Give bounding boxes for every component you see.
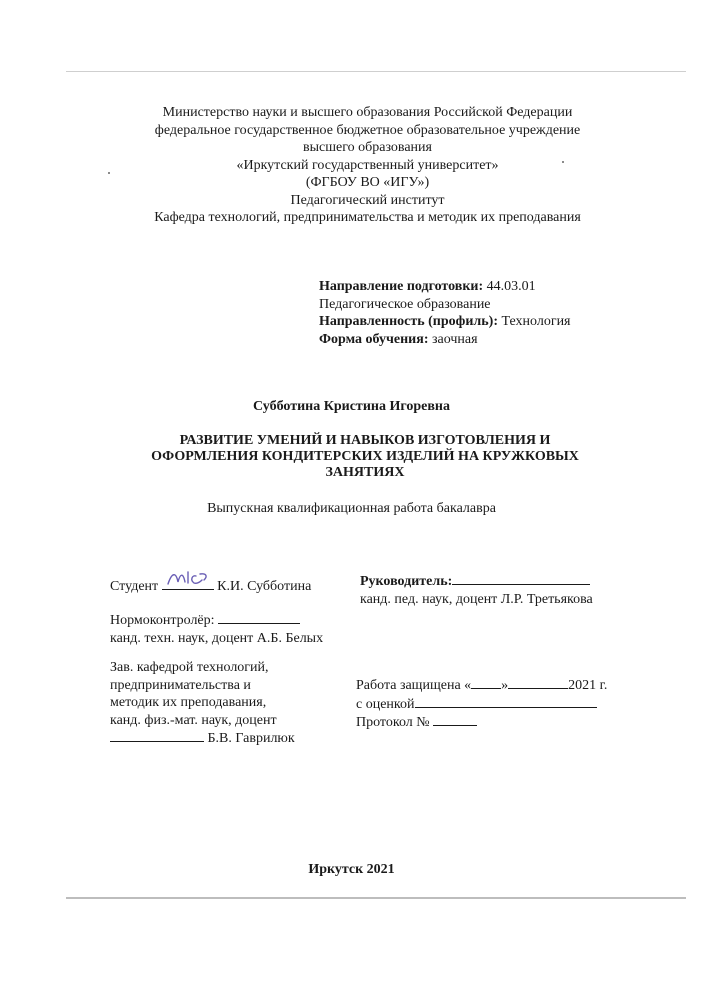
institution-type-line: федеральное государственное бюджетное образовательное учреждение — [154, 122, 581, 138]
profile-label: Направленность (профиль): — [319, 314, 498, 329]
student-label: Студент — [110, 579, 159, 594]
top-scan-edge — [66, 71, 686, 72]
defense-prefix: Работа защищена « — [356, 678, 472, 693]
defense-block — [356, 676, 607, 732]
work-type: Выпускная квалификационная работа бакалавра — [207, 501, 496, 516]
study-form-label: Форма обучения: — [319, 331, 429, 347]
handwritten-signature-icon — [166, 568, 210, 588]
defense-month-line — [508, 676, 568, 689]
defense-mid: » — [501, 678, 509, 693]
head-line: канд. физ.-мат. наук, доцент — [110, 712, 277, 728]
head-signature-line — [110, 729, 204, 742]
bottom-scan-edge — [66, 897, 686, 899]
student-name: К.И. Субботина — [217, 579, 312, 594]
head-of-department-block — [110, 659, 295, 748]
student-signature — [162, 573, 214, 590]
direction-value: 44.03.01 — [486, 279, 536, 294]
title-line: РАЗВИТИЕ УМЕНИЙ И НАВЫКОВ ИЗГОТОВЛЕНИЯ И — [179, 433, 551, 448]
direction-name: Педагогическое образование — [319, 296, 491, 312]
normcontrol-block — [110, 611, 323, 647]
profile-row — [319, 313, 571, 331]
university-abbr-line: (ФГБОУ ВО «ИГУ») — [305, 175, 430, 190]
direction-row — [319, 278, 571, 296]
protocol-number-line — [433, 713, 477, 726]
grade-line — [415, 695, 597, 708]
scan-speck — [108, 172, 110, 174]
defense-day-line — [471, 676, 501, 689]
city-year: Иркутск 2021 — [308, 862, 395, 877]
university-name-line: «Иркутский государственный университет» — [236, 157, 499, 173]
supervisor-block — [360, 572, 593, 608]
grade-label: с оценкой — [356, 696, 415, 712]
title-line: ОФОРМЛЕНИЯ КОНДИТЕРСКИХ ИЗДЕЛИЙ НА КРУЖКОВЫХ — [151, 449, 579, 464]
program-info — [319, 278, 571, 348]
study-form-value: заочная — [431, 331, 478, 347]
direction-label: Направление подготовки: — [319, 279, 484, 294]
profile-value: Технология — [501, 314, 571, 329]
head-line: Зав. кафедрой технологий, — [110, 660, 269, 675]
study-form-row — [319, 331, 571, 349]
normcontrol-label: Нормоконтролёр: — [110, 613, 215, 628]
head-line: методик их преподавания, — [110, 695, 267, 710]
supervisor-signature-line — [452, 572, 590, 585]
author-name: Субботина Кристина Игоревна — [253, 399, 450, 414]
head-name: Б.В. Гаврилюк — [207, 731, 295, 746]
institution-header — [100, 104, 635, 227]
head-line: предпринимательства и — [110, 677, 251, 693]
supervisor-credentials: канд. пед. наук, доцент Л.Р. Третьякова — [360, 591, 593, 607]
student-signature-row — [110, 573, 311, 596]
institute-line: Педагогический институт — [290, 192, 445, 208]
supervisor-label: Руководитель: — [360, 574, 453, 589]
protocol-label: Протокол № — [356, 715, 430, 730]
education-level-line: высшего образования — [303, 140, 432, 155]
normcontrol-credentials: канд. техн. наук, доцент А.Б. Белых — [110, 630, 324, 646]
department-line: Кафедра технологий, предпринимательства и методик их преподавания — [154, 210, 581, 225]
defense-year: 2021 г. — [568, 678, 608, 693]
title-line: ЗАНЯТИЯХ — [325, 465, 405, 480]
normcontrol-signature-line — [218, 611, 300, 624]
scan-speck — [562, 161, 564, 163]
thesis-title — [120, 433, 610, 481]
ministry-line: Министерство науки и высшего образования Российской Федерации — [162, 105, 573, 120]
